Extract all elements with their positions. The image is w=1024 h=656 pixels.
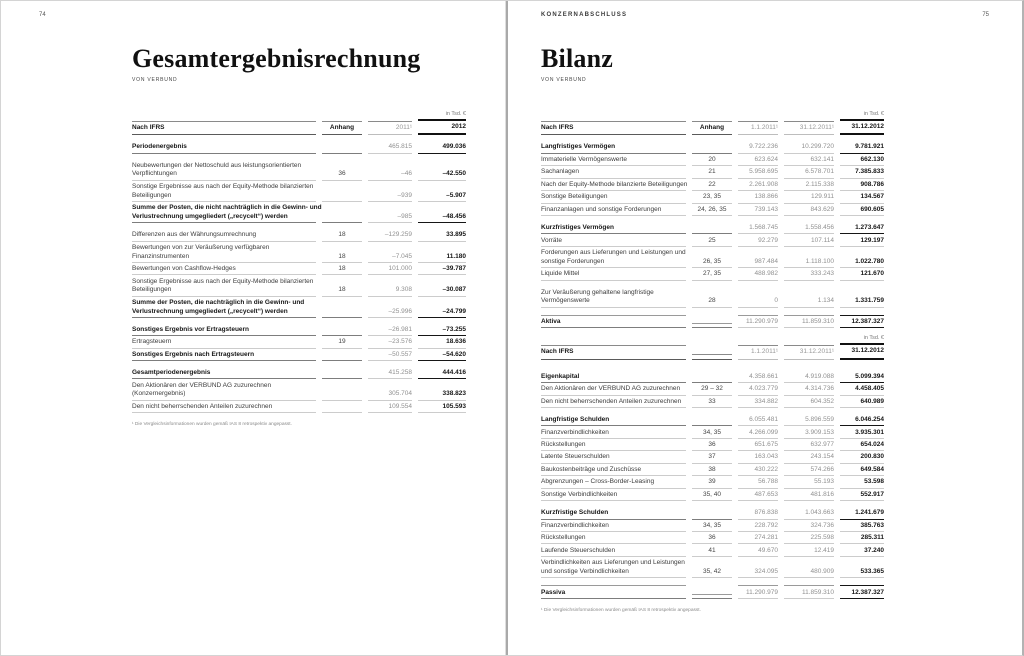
column-header-period: 31.12.2011¹ bbox=[784, 345, 834, 359]
row-label: Liquide Mittel bbox=[541, 269, 686, 280]
row-label: Kurzfristige Schulden bbox=[541, 508, 686, 519]
cell-value: 9.308 bbox=[368, 285, 412, 296]
cell-value: –30.087 bbox=[418, 285, 466, 296]
cell-value: 632.977 bbox=[784, 440, 834, 451]
table-row bbox=[132, 325, 466, 336]
row-label: Bewertungen von Cashflow-Hedges bbox=[132, 264, 316, 275]
cell-value: –39.787 bbox=[418, 264, 466, 275]
column-header-anhang bbox=[692, 354, 732, 360]
cell-value: 5.896.559 bbox=[784, 415, 834, 426]
cell-value: 6.055.481 bbox=[738, 415, 778, 426]
row-anhang-ref: 18 bbox=[322, 285, 362, 296]
table-row bbox=[541, 546, 884, 557]
table-row bbox=[132, 243, 466, 263]
cell-value: 3.935.301 bbox=[840, 428, 884, 439]
cell-value: 623.624 bbox=[738, 155, 778, 166]
cell-value: 487.653 bbox=[738, 490, 778, 501]
row-label: Summe der Posten, die nachträglich in die Gewinn- und Verlustrechnung umgegliedert („recycelt“) werden bbox=[132, 298, 316, 318]
assets-table bbox=[541, 119, 884, 328]
table-row bbox=[541, 223, 884, 234]
cell-value: 4.023.779 bbox=[738, 384, 778, 395]
cell-value: 908.786 bbox=[840, 180, 884, 191]
table-row bbox=[541, 288, 884, 308]
cell-value: 5.099.394 bbox=[840, 372, 884, 383]
row-anhang-ref: 36 bbox=[692, 440, 732, 451]
cell-value: 274.281 bbox=[738, 533, 778, 544]
table-row bbox=[541, 585, 884, 599]
row-label: Nach der Equity-Methode bilanzierte Beteiligungen bbox=[541, 180, 686, 191]
cell-value: 129.911 bbox=[784, 192, 834, 203]
table-row bbox=[132, 350, 466, 361]
cell-value: –42.550 bbox=[418, 169, 466, 180]
cell-value: –23.576 bbox=[368, 337, 412, 348]
cell-value: 1.043.663 bbox=[784, 508, 834, 519]
row-anhang-ref: 25 bbox=[692, 236, 732, 247]
row-anhang-ref bbox=[322, 359, 362, 362]
unit-note: in Tsd. € bbox=[863, 111, 884, 117]
table-row bbox=[541, 508, 884, 519]
row-anhang-ref: 41 bbox=[692, 546, 732, 557]
cell-value: 121.670 bbox=[840, 269, 884, 280]
table-row bbox=[541, 236, 884, 247]
cell-value: 1.241.679 bbox=[840, 508, 884, 519]
column-header-period: 2011¹ bbox=[368, 121, 412, 135]
row-label: Ertragsteuern bbox=[132, 337, 316, 348]
row-anhang-ref bbox=[322, 411, 362, 414]
table-row bbox=[132, 203, 466, 223]
cell-value: –7.045 bbox=[368, 252, 412, 263]
table-row bbox=[132, 402, 466, 413]
row-anhang-ref: 36 bbox=[692, 533, 732, 544]
table-row bbox=[541, 205, 884, 216]
cell-value: 324.736 bbox=[784, 521, 834, 532]
table-row bbox=[541, 490, 884, 501]
table-row bbox=[541, 384, 884, 395]
cell-value: 10.299.720 bbox=[784, 142, 834, 153]
row-anhang-ref: 18 bbox=[322, 230, 362, 241]
cell-value: 49.670 bbox=[738, 546, 778, 557]
cell-value: 12.419 bbox=[784, 546, 834, 557]
row-anhang-ref bbox=[692, 323, 732, 328]
table-row bbox=[541, 521, 884, 532]
column-header-period: 1.1.2011¹ bbox=[738, 121, 778, 135]
column-header-period: 31.12.2012 bbox=[840, 343, 884, 359]
cell-value: –25.996 bbox=[368, 307, 412, 318]
cell-value: 640.989 bbox=[840, 397, 884, 408]
cell-value: 138.866 bbox=[738, 192, 778, 203]
cell-value: –73.255 bbox=[418, 325, 466, 336]
table-row bbox=[541, 248, 884, 268]
row-label: Baukostenbeiträge und Zuschüsse bbox=[541, 465, 686, 476]
table-row bbox=[541, 192, 884, 203]
unit-note: in Tsd. € bbox=[863, 335, 884, 342]
cell-value: 3.909.153 bbox=[784, 428, 834, 439]
table-row bbox=[132, 264, 466, 275]
cell-value: 11.180 bbox=[418, 252, 466, 263]
row-anhang-ref bbox=[692, 424, 732, 427]
row-anhang-ref: 29 – 32 bbox=[692, 384, 732, 395]
table-row bbox=[132, 182, 466, 202]
row-anhang-ref: 27, 35 bbox=[692, 269, 732, 280]
table-row bbox=[541, 397, 884, 408]
row-label: Differenzen aus der Währungsumrechnung bbox=[132, 230, 316, 241]
table-header-row bbox=[132, 119, 466, 135]
column-header-anhang: Anhang bbox=[322, 121, 362, 135]
cell-value: 2.115.338 bbox=[784, 180, 834, 191]
cell-value: 7.385.833 bbox=[840, 167, 884, 178]
cell-value: 6.046.254 bbox=[840, 415, 884, 426]
cell-value: 987.484 bbox=[738, 257, 778, 268]
equity-liabilities-table bbox=[541, 343, 884, 599]
cell-value: 480.909 bbox=[784, 567, 834, 578]
row-anhang-ref: 34, 35 bbox=[692, 521, 732, 532]
table-row bbox=[132, 230, 466, 241]
cell-value: 4.266.099 bbox=[738, 428, 778, 439]
cell-value: 12.387.327 bbox=[840, 585, 884, 599]
row-label: Passiva bbox=[541, 585, 686, 599]
unit-note: in Tsd. € bbox=[445, 111, 466, 117]
cell-value: –26.981 bbox=[368, 325, 412, 336]
row-label: Zur Veräußerung gehaltene langfristige Vermögenswerte bbox=[541, 288, 686, 308]
cell-value: –129.259 bbox=[368, 230, 412, 241]
page-number: 75 bbox=[982, 12, 989, 18]
table-row bbox=[132, 298, 466, 318]
cell-value: 1.558.456 bbox=[784, 223, 834, 234]
cell-value: 574.266 bbox=[784, 465, 834, 476]
cell-value: 9.781.921 bbox=[840, 142, 884, 153]
row-anhang-ref: 19 bbox=[322, 337, 362, 348]
row-label: Den Aktionären der VERBUND AG zuzurechnen (Konzernergebnis) bbox=[132, 381, 316, 401]
row-label: Sonstiges Ergebnis vor Ertragsteuern bbox=[132, 325, 316, 336]
table-row bbox=[541, 477, 884, 488]
row-label: Den nicht beherrschenden Anteilen zuzurechnen bbox=[541, 397, 686, 408]
cell-value: 11.290.979 bbox=[738, 585, 778, 599]
balance-sheet-title: Bilanz bbox=[541, 44, 613, 73]
page-75 bbox=[506, 1, 1023, 656]
column-header-period: 1.1.2011¹ bbox=[738, 345, 778, 359]
cell-value: 5.958.695 bbox=[738, 167, 778, 178]
table-row bbox=[541, 180, 884, 191]
income-statement-table bbox=[132, 119, 466, 413]
cell-value: 56.788 bbox=[738, 477, 778, 488]
cell-value: 1.134 bbox=[784, 296, 834, 307]
row-label: Langfristige Schulden bbox=[541, 415, 686, 426]
row-label: Vorräte bbox=[541, 236, 686, 247]
row-anhang-ref: 24, 26, 35 bbox=[692, 205, 732, 216]
footnote: ¹ Die Vergleichsinformationen wurden gemäß IAS 8 retrospektiv angepasst. bbox=[541, 608, 701, 614]
balance-sheet-subtitle: VON VERBUND bbox=[541, 77, 587, 83]
cell-value: 200.830 bbox=[840, 452, 884, 463]
cell-value: 415.258 bbox=[368, 368, 412, 379]
cell-value: 1.568.745 bbox=[738, 223, 778, 234]
row-label: Immaterielle Vermögenswerte bbox=[541, 155, 686, 166]
cell-value: 4.358.661 bbox=[738, 372, 778, 383]
income-statement-subtitle: VON VERBUND bbox=[132, 77, 178, 83]
income-statement-title: Gesamtergebnisrechnung bbox=[132, 44, 421, 73]
row-label: Laufende Steuerschulden bbox=[541, 546, 686, 557]
cell-value: 33.895 bbox=[418, 230, 466, 241]
row-anhang-ref: 20 bbox=[692, 155, 732, 166]
table-row bbox=[541, 372, 884, 383]
cell-value: 338.823 bbox=[418, 389, 466, 400]
row-label: Sonstiges Ergebnis nach Ertragsteuern bbox=[132, 350, 316, 361]
row-anhang-ref bbox=[692, 517, 732, 520]
row-label: Aktiva bbox=[541, 315, 686, 329]
cell-value: 37.240 bbox=[840, 546, 884, 557]
row-anhang-ref: 26, 35 bbox=[692, 257, 732, 268]
cell-value: 4.458.405 bbox=[840, 384, 884, 395]
table-row bbox=[541, 428, 884, 439]
cell-value: 0 bbox=[738, 296, 778, 307]
row-label: Finanzanlagen und sonstige Forderungen bbox=[541, 205, 686, 216]
cell-value: 92.279 bbox=[738, 236, 778, 247]
page-number: 74 bbox=[39, 12, 46, 18]
cell-value: 604.352 bbox=[784, 397, 834, 408]
cell-value: 444.416 bbox=[418, 368, 466, 379]
cell-value: 109.554 bbox=[368, 402, 412, 413]
cell-value: 4.314.736 bbox=[784, 384, 834, 395]
cell-value: 333.243 bbox=[784, 269, 834, 280]
row-anhang-ref bbox=[692, 232, 732, 235]
cell-value: 690.605 bbox=[840, 205, 884, 216]
row-anhang-ref bbox=[692, 151, 732, 154]
cell-value: 430.222 bbox=[738, 465, 778, 476]
row-anhang-ref: 22 bbox=[692, 180, 732, 191]
table-row bbox=[541, 452, 884, 463]
cell-value: 1.022.780 bbox=[840, 257, 884, 268]
table-row bbox=[541, 440, 884, 451]
table-header-row bbox=[541, 343, 884, 359]
table-row bbox=[541, 155, 884, 166]
row-label: Sonstige Ergebnisse aus nach der Equity-Methode bilanzierten Beteiligungen bbox=[132, 182, 316, 202]
cell-value: 305.704 bbox=[368, 389, 412, 400]
table-row bbox=[541, 315, 884, 329]
row-anhang-ref bbox=[322, 199, 362, 202]
running-header: KONZERNABSCHLUSS bbox=[541, 12, 628, 18]
row-anhang-ref: 35, 42 bbox=[692, 567, 732, 578]
cell-value: 385.763 bbox=[840, 521, 884, 532]
cell-value: 9.722.236 bbox=[738, 142, 778, 153]
row-label: Eigenkapital bbox=[541, 372, 686, 383]
cell-value: 1.331.759 bbox=[840, 296, 884, 307]
row-label: Latente Steuerschulden bbox=[541, 452, 686, 463]
cell-value: 105.593 bbox=[418, 402, 466, 413]
table-row bbox=[541, 167, 884, 178]
row-label: Neubewertungen der Nettoschuld aus leistungsorientierten Verpflichtungen bbox=[132, 161, 316, 181]
row-label: Finanzverbindlichkeiten bbox=[541, 428, 686, 439]
row-anhang-ref bbox=[322, 151, 362, 154]
row-label: Periodenergebnis bbox=[132, 142, 316, 153]
cell-value: 225.598 bbox=[784, 533, 834, 544]
row-label: Den Aktionären der VERBUND AG zuzurechnen bbox=[541, 384, 686, 395]
cell-value: 11.290.979 bbox=[738, 315, 778, 329]
column-header-label: Nach IFRS bbox=[541, 121, 686, 135]
cell-value: –24.799 bbox=[418, 307, 466, 318]
cell-value: 12.387.327 bbox=[840, 315, 884, 329]
row-anhang-ref: 35, 40 bbox=[692, 490, 732, 501]
table-row bbox=[541, 558, 884, 578]
table-row bbox=[541, 269, 884, 280]
table-row bbox=[132, 277, 466, 297]
row-label: Sonstige Verbindlichkeiten bbox=[541, 490, 686, 501]
cell-value: 324.095 bbox=[738, 567, 778, 578]
cell-value: 654.024 bbox=[840, 440, 884, 451]
footnote: ¹ Die Vergleichsinformationen wurden gemäß IAS 8 retrospektiv angepasst. bbox=[132, 422, 292, 428]
column-header-anhang: Anhang bbox=[692, 121, 732, 135]
cell-value: 129.197 bbox=[840, 236, 884, 247]
row-label: Bewertungen von zur Veräußerung verfügbaren Finanzinstrumenten bbox=[132, 243, 316, 263]
table-row bbox=[132, 161, 466, 181]
row-anhang-ref: 23, 35 bbox=[692, 192, 732, 203]
cell-value: 107.114 bbox=[784, 236, 834, 247]
cell-value: 649.584 bbox=[840, 465, 884, 476]
row-label: Rückstellungen bbox=[541, 533, 686, 544]
cell-value: 843.629 bbox=[784, 205, 834, 216]
row-anhang-ref bbox=[692, 381, 732, 384]
cell-value: 134.567 bbox=[840, 192, 884, 203]
cell-value: –46 bbox=[368, 169, 412, 180]
row-anhang-ref: 38 bbox=[692, 465, 732, 476]
table-row bbox=[541, 533, 884, 544]
row-label: Verbindlichkeiten aus Lieferungen und Leistungen und sonstige Verbindlichkeiten bbox=[541, 558, 686, 578]
row-label: Summe der Posten, die nicht nachträglich in die Gewinn- und Verlustrechnung umgegliedert („recycelt“) werden bbox=[132, 203, 316, 223]
cell-value: 739.143 bbox=[738, 205, 778, 216]
row-anhang-ref bbox=[692, 594, 732, 599]
table-row bbox=[132, 368, 466, 379]
cell-value: 552.917 bbox=[840, 490, 884, 501]
table-header-row bbox=[541, 119, 884, 135]
cell-value: 334.882 bbox=[738, 397, 778, 408]
row-anhang-ref bbox=[322, 377, 362, 380]
cell-value: 18.636 bbox=[418, 337, 466, 348]
column-header-period: 31.12.2012 bbox=[840, 119, 884, 135]
row-anhang-ref: 18 bbox=[322, 264, 362, 275]
table-row bbox=[541, 415, 884, 426]
row-label: Kurzfristiges Vermögen bbox=[541, 223, 686, 234]
row-anhang-ref: 28 bbox=[692, 296, 732, 307]
cell-value: 651.675 bbox=[738, 440, 778, 451]
row-anhang-ref bbox=[322, 398, 362, 401]
row-label: Sonstige Ergebnisse aus nach der Equity-Methode bilanzierten Beteiligungen bbox=[132, 277, 316, 297]
cell-value: 243.154 bbox=[784, 452, 834, 463]
table-row bbox=[132, 381, 466, 401]
row-label: Den nicht beherrschenden Anteilen zuzurechnen bbox=[132, 402, 316, 413]
table-row bbox=[541, 465, 884, 476]
cell-value: 481.816 bbox=[784, 490, 834, 501]
row-anhang-ref bbox=[322, 221, 362, 224]
cell-value: 499.036 bbox=[418, 142, 466, 153]
row-label: Forderungen aus Lieferungen und Leistungen und sonstige Forderungen bbox=[541, 248, 686, 268]
row-label: Sachanlagen bbox=[541, 167, 686, 178]
table-row bbox=[132, 142, 466, 153]
row-label: Rückstellungen bbox=[541, 440, 686, 451]
column-header-period: 2012 bbox=[418, 119, 466, 135]
cell-value: –985 bbox=[368, 212, 412, 223]
cell-value: –5.907 bbox=[418, 191, 466, 202]
cell-value: 55.193 bbox=[784, 477, 834, 488]
cell-value: –939 bbox=[368, 191, 412, 202]
cell-value: 533.365 bbox=[840, 567, 884, 578]
column-header-label: Nach IFRS bbox=[541, 345, 686, 359]
cell-value: 163.043 bbox=[738, 452, 778, 463]
row-anhang-ref: 39 bbox=[692, 477, 732, 488]
row-anhang-ref: 18 bbox=[322, 252, 362, 263]
page-74 bbox=[1, 1, 506, 656]
cell-value: 488.982 bbox=[738, 269, 778, 280]
row-anhang-ref: 36 bbox=[322, 169, 362, 180]
cell-value: –48.456 bbox=[418, 212, 466, 223]
cell-value: 101.000 bbox=[368, 264, 412, 275]
cell-value: 228.792 bbox=[738, 521, 778, 532]
column-header-label: Nach IFRS bbox=[132, 121, 316, 135]
cell-value: 2.261.908 bbox=[738, 180, 778, 191]
cell-value: 53.598 bbox=[840, 477, 884, 488]
cell-value: 285.311 bbox=[840, 533, 884, 544]
row-label: Gesamtperiodenergebnis bbox=[132, 368, 316, 379]
row-label: Finanzverbindlichkeiten bbox=[541, 521, 686, 532]
cell-value: 4.919.088 bbox=[784, 372, 834, 383]
row-label: Sonstige Beteiligungen bbox=[541, 192, 686, 203]
cell-value: 6.578.701 bbox=[784, 167, 834, 178]
cell-value: 632.141 bbox=[784, 155, 834, 166]
column-header-period: 31.12.2011¹ bbox=[784, 121, 834, 135]
cell-value: –54.620 bbox=[418, 350, 466, 361]
cell-value: 11.859.310 bbox=[784, 315, 834, 329]
row-label: Langfristiges Vermögen bbox=[541, 142, 686, 153]
cell-value: 11.859.310 bbox=[784, 585, 834, 599]
row-anhang-ref: 21 bbox=[692, 167, 732, 178]
cell-value: 876.838 bbox=[738, 508, 778, 519]
row-anhang-ref: 33 bbox=[692, 397, 732, 408]
row-anhang-ref bbox=[322, 334, 362, 337]
row-anhang-ref: 37 bbox=[692, 452, 732, 463]
cell-value: –50.557 bbox=[368, 350, 412, 361]
row-anhang-ref: 34, 35 bbox=[692, 428, 732, 439]
cell-value: 1.273.647 bbox=[840, 223, 884, 234]
row-anhang-ref bbox=[322, 315, 362, 318]
row-label: Abgrenzungen – Cross-Border-Leasing bbox=[541, 477, 686, 488]
cell-value: 662.130 bbox=[840, 155, 884, 166]
table-row bbox=[541, 142, 884, 153]
cell-value: 465.815 bbox=[368, 142, 412, 153]
cell-value: 1.118.100 bbox=[784, 257, 834, 268]
table-row bbox=[132, 337, 466, 348]
